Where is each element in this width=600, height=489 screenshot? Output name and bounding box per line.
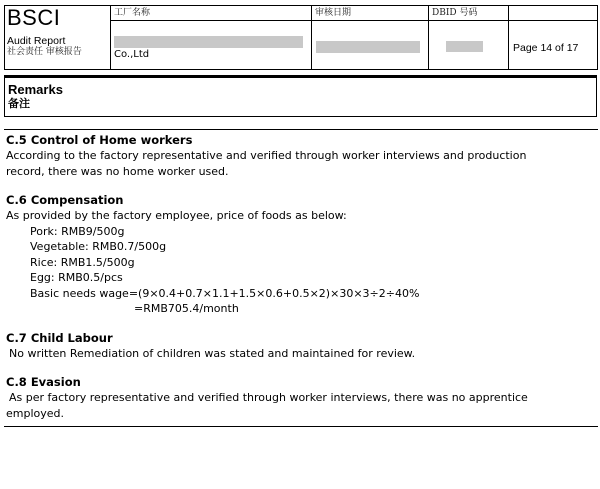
section-c5-text-line1: According to the factory representative and verified through worker interviews and production: [6, 149, 527, 162]
section-c7-title: C.7 Child Labour: [6, 330, 113, 345]
redacted-audit-date: [316, 41, 420, 53]
basic-wage-formula: Basic needs wage=(9×0.4+0.7×1.1+1.5×0.6+0.5×2)×30×3÷2÷40%: [30, 286, 420, 300]
factory-name-label: 工厂名称: [111, 6, 311, 21]
page-number-cell: [509, 6, 598, 70]
remarks-content: [6, 133, 596, 421]
basic-wage-result: =RMB705.4/month: [134, 302, 239, 315]
remarks-title-zh: 备注: [8, 97, 30, 110]
section-c8-text-line1: As per factory representative and verified through worker interviews, there was no apprentice: [9, 391, 528, 404]
bsci-logo-text: BSCI: [7, 5, 61, 30]
page-number: Page 14 of 17: [513, 42, 579, 54]
section-c8-title: C.8 Evasion: [6, 375, 81, 389]
section-divider-top: [4, 129, 598, 130]
price-rice: Rice: RMB1.5/500g: [30, 255, 135, 269]
price-vegetable: Vegetable: RMB0.7/500g: [30, 240, 167, 253]
report-header-table: [4, 5, 598, 70]
remarks-box: [4, 75, 597, 117]
redacted-factory-name: [114, 36, 303, 48]
section-c6-intro: As provided by the factory employee, price of foods as below:: [6, 209, 347, 222]
audit-date-label: 审核日期: [312, 6, 428, 21]
audit-report-label-zh: 社会责任 审核报告: [7, 47, 82, 57]
section-divider-bottom: [4, 426, 598, 427]
factory-name-suffix: Co.,Ltd: [114, 49, 150, 60]
section-c6-title: C.6 Compensation: [6, 193, 124, 207]
section-c5-text-line2: record, there was no home worker used.: [6, 164, 229, 178]
section-c8-text-line2: employed.: [6, 406, 65, 420]
section-c5-title: C.5 Control of Home workers: [6, 133, 193, 147]
section-c8: [6, 375, 596, 421]
audit-date-cell: [312, 6, 429, 70]
remarks-title: Remarks: [8, 82, 63, 97]
price-egg: Egg: RMB0.5/pcs: [30, 271, 123, 284]
section-c7-text: No written Remediation of children was stated and maintained for review.: [9, 346, 416, 360]
redacted-dbid: [446, 41, 483, 52]
dbid-label: DBID 号码: [429, 6, 508, 21]
price-pork: Pork: RMB9/500g: [30, 224, 125, 238]
audit-report-label: Audit Report: [7, 35, 66, 47]
brand-cell: [5, 6, 111, 70]
dbid-cell: [429, 6, 509, 70]
section-c6: [6, 193, 596, 317]
section-c7: [6, 331, 596, 362]
factory-name-cell: [111, 6, 312, 70]
section-c5: [6, 133, 596, 179]
